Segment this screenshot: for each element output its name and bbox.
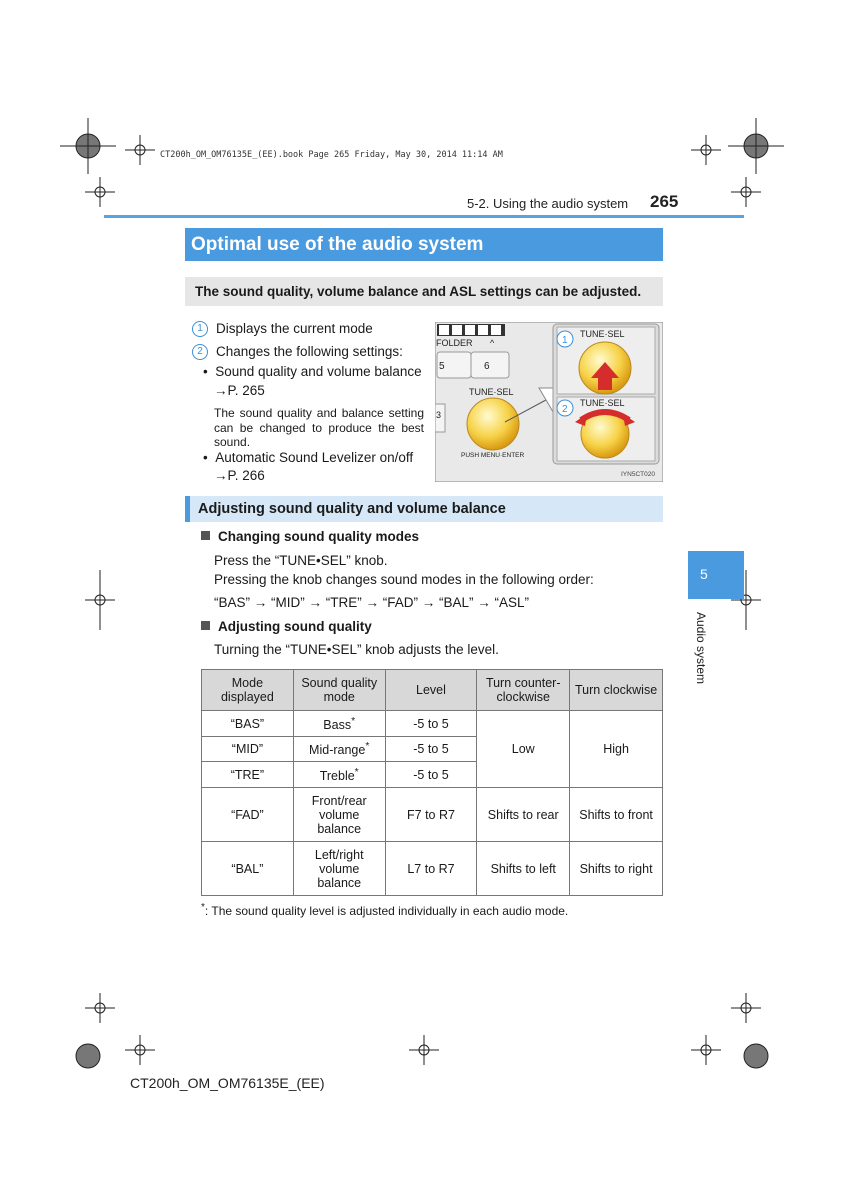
table-cell: Treble* (293, 762, 385, 788)
table-cell: “BAL” (202, 842, 294, 896)
bullet-2: • Automatic Sound Levelizer on/off (203, 450, 414, 465)
inset-1-label: TUNE·SEL (580, 329, 625, 339)
table-row (202, 711, 663, 737)
table-cell: Front/rear volume balance (293, 788, 385, 842)
table-cell: “TRE” (202, 762, 294, 788)
bullet-1-note: The sound quality and balance setting can be changed to produce the best sound. (214, 406, 424, 449)
page-number: 265 (650, 192, 679, 211)
audio-panel-illustration (435, 322, 663, 482)
table-cell: Mid-range* (293, 737, 385, 762)
lead-text: The sound quality, volume balance and ASL settings can be adjusted. (185, 277, 663, 306)
page-title: Optimal use of the audio system (185, 228, 663, 261)
callout-text-2: Changes the following settings: (216, 344, 403, 359)
table-row (202, 788, 663, 842)
changing-heading-text: Changing sound quality modes (218, 529, 420, 544)
knob-label: TUNE·SEL (469, 387, 514, 397)
table-row (202, 842, 663, 896)
table-cell-merged-ccw: Low (477, 711, 570, 788)
sound-settings-table (201, 669, 663, 896)
square-bullet-icon (201, 531, 210, 540)
square-bullet-icon (201, 621, 210, 630)
table-header-cell: Turn counter-clockwise (477, 670, 570, 711)
callout-number-1: 1 (192, 321, 208, 337)
footer-doc-id: CT200h_OM_OM76135E_(EE) (130, 1075, 325, 1091)
changing-heading (201, 529, 419, 544)
table-header-cell: Turn clockwise (570, 670, 663, 711)
table-header-row (202, 670, 663, 711)
bullet-2-ref: →P. 266 (214, 468, 265, 483)
table-cell: “MID” (202, 737, 294, 762)
table-cell: “BAS” (202, 711, 294, 737)
table-cell: -5 to 5 (385, 711, 477, 737)
key-partial: 3 (436, 410, 442, 420)
changing-line-1: Press the “TUNE•SEL” knob. (214, 553, 388, 568)
mode-order: “BAS” → “MID” → “TRE” → “FAD” → “BAL” → “ASL” (214, 595, 530, 610)
inset-number-1: 1 (562, 335, 568, 346)
table-cell: -5 to 5 (385, 737, 477, 762)
key-5: 5 (439, 361, 445, 372)
callout-item-1 (192, 321, 373, 337)
table-cell: “FAD” (202, 788, 294, 842)
footnote-mark: * (201, 902, 205, 913)
table-cell-merged-cw: High (570, 711, 663, 788)
table-header-cell: Sound quality mode (293, 670, 385, 711)
table-cell: L7 to R7 (385, 842, 477, 896)
callout-text-1: Displays the current mode (216, 321, 373, 336)
inset-number-2: 2 (562, 404, 568, 415)
print-info: CT200h_OM_OM76135E_(EE).book Page 265 Friday, May 30, 2014 11:14 AM (160, 150, 503, 160)
bullet-1: • Sound quality and volume balance (203, 364, 422, 379)
table-cell: Shifts to rear (477, 788, 570, 842)
push-label: PUSH MENU·ENTER (461, 452, 525, 459)
folder-label: FOLDER (436, 338, 473, 348)
table-cell: Bass* (293, 711, 385, 737)
bullet-1-ref: →P. 265 (214, 383, 265, 398)
table-cell: Left/right volume balance (293, 842, 385, 896)
section-label: 5-2. Using the audio system (467, 196, 629, 211)
adjusting-heading-text: Adjusting sound quality (218, 619, 372, 634)
callout-number-2: 2 (192, 344, 208, 360)
footnote-text: : The sound quality level is adjusted individually in each audio mode. (204, 904, 569, 918)
illustration-code: IYN5CT020 (621, 471, 655, 478)
table-cell: Shifts to right (570, 842, 663, 896)
table-header-cell: Level (385, 670, 477, 711)
table-cell: -5 to 5 (385, 762, 477, 788)
header-rule (104, 215, 744, 218)
folder-up-icon: ^ (490, 338, 495, 348)
bullet-2-text: Automatic Sound Levelizer on/off (215, 450, 414, 465)
table-header-cell: Mode displayed (202, 670, 294, 711)
table-cell: F7 to R7 (385, 788, 477, 842)
table-cell: Shifts to front (570, 788, 663, 842)
key-6: 6 (484, 361, 490, 372)
changing-line-2: Pressing the knob changes sound modes in the following order: (214, 572, 594, 587)
callout-item-2 (192, 344, 403, 360)
table-cell: Shifts to left (477, 842, 570, 896)
chapter-tab: 5 (688, 551, 744, 599)
inset-2-label: TUNE·SEL (580, 398, 625, 408)
subsection-title: Adjusting sound quality and volume balance (185, 496, 663, 522)
adjusting-line-1: Turning the “TUNE•SEL” knob adjusts the level. (214, 642, 499, 657)
footnote (201, 902, 568, 918)
adjusting-heading (201, 619, 372, 634)
bullet-1-text: Sound quality and volume balance (215, 364, 422, 379)
chapter-tab-label: Audio system (694, 612, 708, 685)
